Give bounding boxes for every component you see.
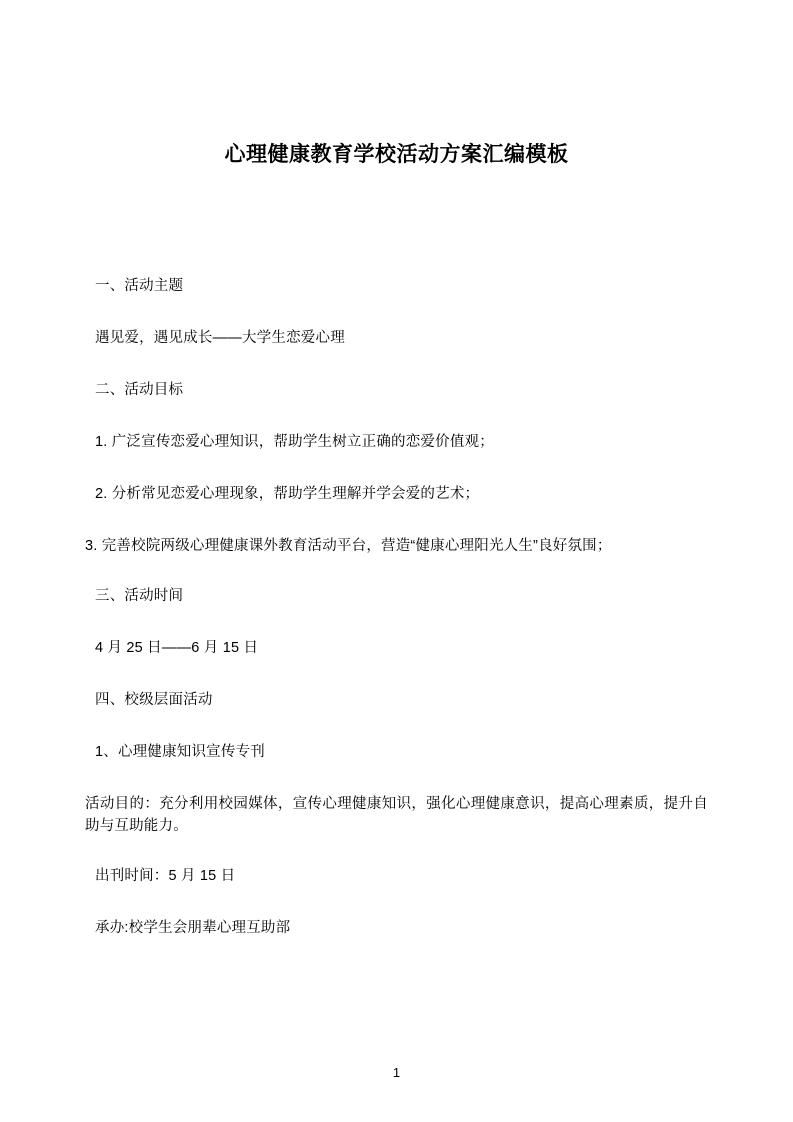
paragraph-goal-3: 3. 完善校院两级心理健康课外教育活动平台，营造“健康心理阳光人生”良好氛围； — [85, 538, 612, 554]
paragraph-section-4-heading: 四、校级层面活动 — [95, 692, 213, 708]
paragraph-item-1-organizer: 承办:校学生会朋辈心理互助部 — [95, 920, 291, 936]
paragraph-item-1-publish-time: 出刊时间：5 月 15 日 — [95, 868, 236, 884]
paragraph-section-2-heading: 二、活动目标 — [95, 382, 184, 398]
page-number: 1 — [392, 1065, 401, 1080]
paragraph-goal-2: 2. 分析常见恋爱心理现象，帮助学生理解并学会爱的艺术； — [95, 486, 480, 502]
paragraph-item-1-title: 1、心理健康知识宣传专刊 — [95, 744, 265, 760]
paragraph-activity-theme: 遇见爱，遇见成长——大学生恋爱心理 — [95, 330, 345, 346]
paragraph-goal-1: 1. 广泛宣传恋爱心理知识，帮助学生树立正确的恋爱价值观； — [95, 434, 494, 450]
paragraph-section-3-heading: 三、活动时间 — [95, 588, 184, 604]
page-title: 心理健康教育学校活动方案汇编模板 — [224, 143, 569, 166]
document-body — [85, 275, 708, 939]
paragraph-activity-time: 4 月 25 日——6 月 15 日 — [95, 640, 259, 656]
paragraph-item-1-purpose: 活动目的：充分利用校园媒体，宣传心理健康知识，强化心理健康意识，提高心理素质，提升自助与互助能力。 — [85, 796, 708, 834]
paragraph-section-1-heading: 一、活动主题 — [95, 278, 184, 294]
